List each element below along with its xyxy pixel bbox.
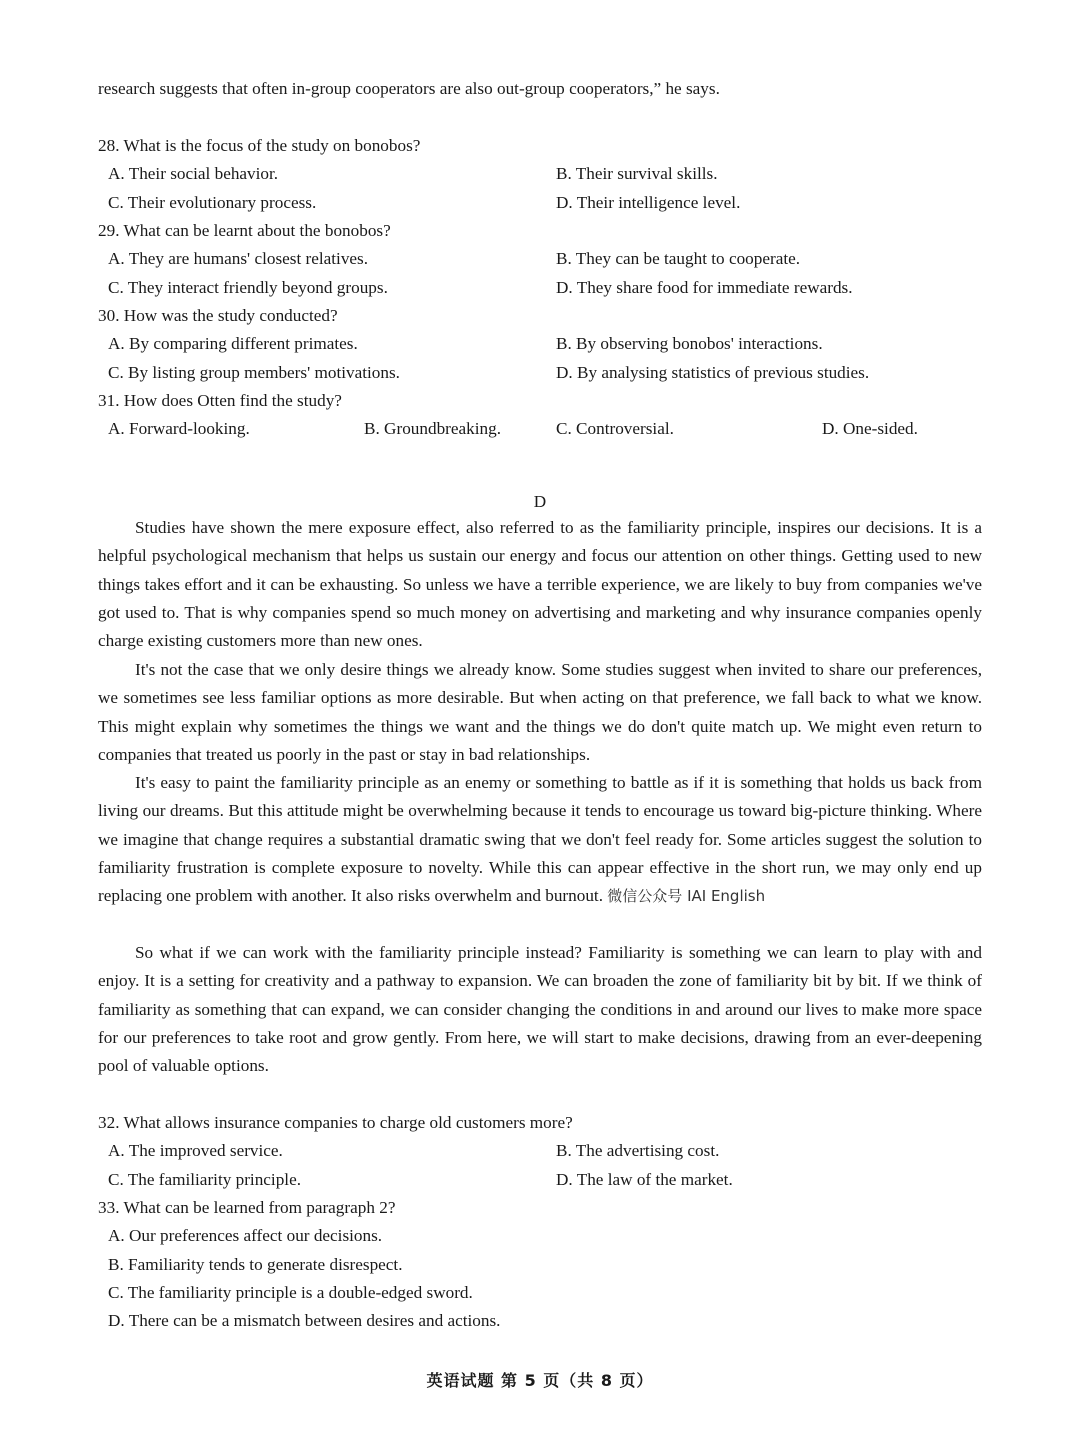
q32-option-d: D. The law of the market.: [556, 1170, 733, 1189]
page-footer: 英语试题 第 5 页（共 8 页）: [426, 1371, 654, 1390]
question-29: 29. What can be learnt about the bonobos?: [98, 221, 391, 240]
q32-option-a: A. The improved service.: [108, 1141, 283, 1160]
q32-option-b: B. The advertising cost.: [556, 1141, 720, 1160]
q33-option-c: C. The familiarity principle is a double-edged sword.: [108, 1283, 473, 1302]
question-33: 33. What can be learned from paragraph 2?: [98, 1198, 396, 1217]
q33-option-b: B. Familiarity tends to generate disrespect.: [108, 1255, 403, 1274]
q33-option-d: D. There can be a mismatch between desires and actions.: [108, 1311, 501, 1330]
q31-option-d: D. One-sided.: [822, 419, 918, 438]
q31-option-b: B. Groundbreaking.: [364, 419, 501, 438]
q28-option-d: D. Their intelligence level.: [556, 193, 741, 212]
q29-option-d: D. They share food for immediate rewards.: [556, 278, 853, 297]
q33-option-a: A. Our preferences affect our decisions.: [108, 1226, 383, 1245]
q29-option-b: B. They can be taught to cooperate.: [556, 249, 801, 268]
q30-option-c: C. By listing group members' motivations.: [108, 363, 400, 382]
q30-option-d: D. By analysing statistics of previous studies.: [556, 363, 870, 382]
q32-option-c: C. The familiarity principle.: [108, 1170, 301, 1189]
q30-option-b: B. By observing bonobos' interactions.: [556, 334, 823, 353]
question-30: 30. How was the study conducted?: [98, 306, 338, 325]
passage-paragraph-4: So what if we can work with the familiarity principle instead? Familiarity is something we can learn to play with and enjoy. It is a setting for creativity and a pathway to expansion. We can broaden the zone of familiarity bit by bit. If we think of familiarity as something that can expand, we can consider changing the conditions in and around our lives to make more space for our preferences to take root and grow gently. From here, we will start to make decisions, drawing from an ever-deepening pool of valuable options.: [98, 943, 982, 1076]
passage-paragraph-3: [98, 769, 982, 910]
intro-line: research suggests that often in-group cooperators are also out-group cooperators,” he says.: [98, 79, 720, 98]
watermark-text: 微信公众号 IAI English: [607, 887, 766, 906]
q29-option-c: C. They interact friendly beyond groups.: [108, 278, 388, 297]
q28-option-c: C. Their evolutionary process.: [108, 193, 317, 212]
question-28: 28. What is the focus of the study on bonobos?: [98, 136, 421, 155]
passage-paragraph-1: Studies have shown the mere exposure effect, also referred to as the familiarity principle, inspires our decisions. It is a helpful psychological mechanism that helps us sustain our energy and focus our attention on other things. Getting used to new things takes effort and it can be exhausting. So unless we have a terrible experience, we are likely to buy from companies we've got used to. That is why companies spend so much money on advertising and marketing and why insurance companies openly charge existing customers more than new ones.: [98, 518, 982, 651]
question-32: 32. What allows insurance companies to charge old customers more?: [98, 1113, 573, 1132]
passage-paragraph-3-text: It's easy to paint the familiarity principle as an enemy or something to battle as if it is something that holds us back from living our dreams. But this attitude might be overwhelming because it tends to encourage us toward big-picture thinking. Where we imagine that change requires a substantial dramatic swing that we don't feel ready for. Some articles suggest the solution to familiarity frustration is complete exposure to novelty. While this can appear effective in the short run, we may only end up replacing one problem with another. It also risks overwhelm and burnout.: [98, 773, 982, 906]
question-31: 31. How does Otten find the study?: [98, 391, 342, 410]
q28-option-a: A. Their social behavior.: [108, 164, 279, 183]
q28-option-b: B. Their survival skills.: [556, 164, 718, 183]
passage-paragraph-2: It's not the case that we only desire things we already know. Some studies suggest when invited to share our preferences, we sometimes see less familiar options as more desirable. But when acting on that preference, we fall back to what we know. This might explain why sometimes the things we want and the things we do don't quite match up. We might even return to companies that treated us poorly in the past or stay in bad relationships.: [98, 660, 982, 764]
q31-option-c: C. Controversial.: [556, 419, 674, 438]
q31-option-a: A. Forward-looking.: [108, 419, 250, 438]
q30-option-a: A. By comparing different primates.: [108, 334, 358, 353]
section-title: D: [533, 492, 547, 511]
q29-option-a: A. They are humans' closest relatives.: [108, 249, 369, 268]
